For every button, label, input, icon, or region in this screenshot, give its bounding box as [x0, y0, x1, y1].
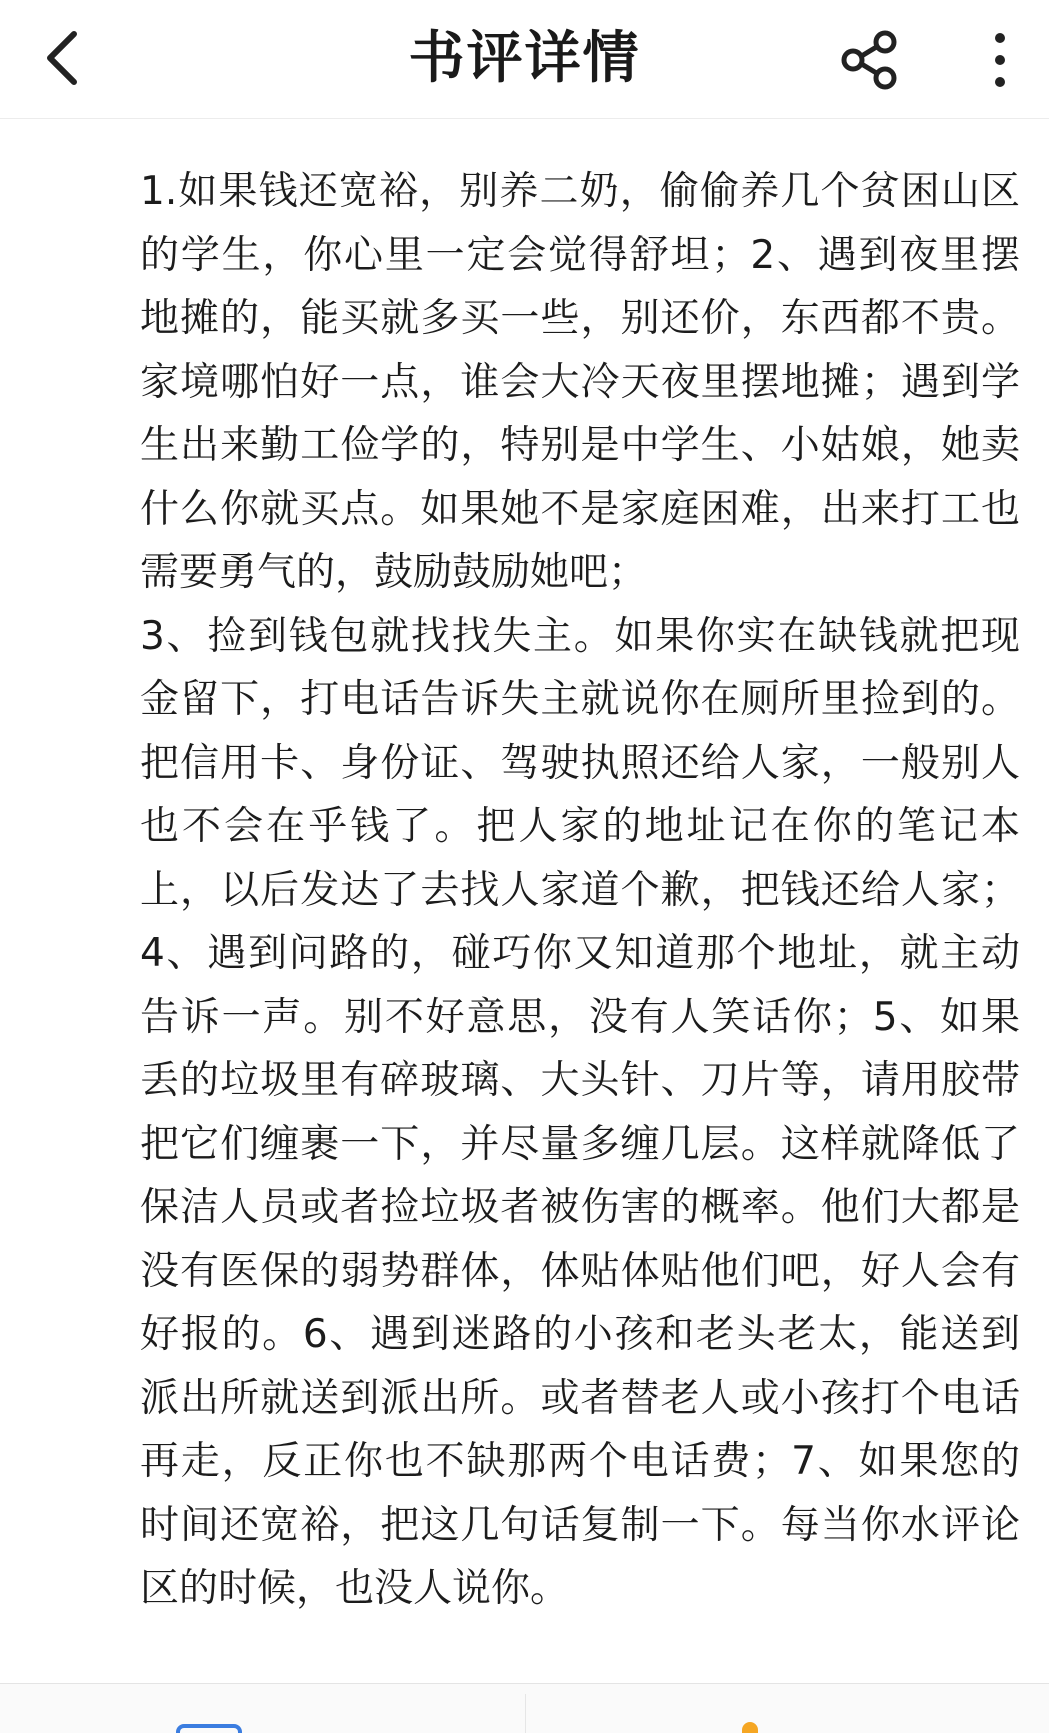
- share-button[interactable]: [828, 18, 912, 102]
- more-options-button[interactable]: [960, 18, 1040, 102]
- bottom-bar-divider: [525, 1694, 526, 1733]
- top-navigation-bar: [0, 0, 1049, 119]
- comment-icon[interactable]: [176, 1724, 242, 1733]
- more-vertical-icon: [990, 30, 1010, 90]
- like-icon[interactable]: [742, 1722, 758, 1733]
- page-title: 书评详情: [408, 25, 641, 91]
- share-icon: [839, 29, 901, 91]
- review-body-text: 1.如果钱还宽裕，别养二奶，偷偷养几个贫困山区的学生，你心里一定会觉得舒坦；2、遇到夜里摆地摊的，能买就多买一些，别还价，东西都不贵。家境哪怕好一点，谁会大冷天夜里摆地摊；遇到学生出来勤工俭学的，特别是中学生、小姑娘，她卖什么你就买点。如果她不是家庭困难，出来打工也需要勇气的，鼓励鼓励她吧； 3、捡到钱包就找找失主。如果你实在缺钱就把现金留下，打电话告诉失主就说你在厕所里捡到的。把信用卡、身份证、驾驶执照还给人家，一般别人也不会在乎钱了。把人家的地址记在你的笔记本上，以后发达了去找人家道个歉，把钱还给人家；4、遇到问路的，碰巧你又知道那个地址，就主动告诉一声。别不好意思，没有人笑话你；5、如果丢的垃圾里有碎玻璃、大头针、刀片等，请用胶带把它们缠裹一下，并尽量多缠几层。这样就降低了保洁人员或者捡垃圾者被伤害的概率。他们大都是没有医保的弱势群体，体贴体贴他们吧，好人会有好报的。6、遇到迷路的小孩和老头老太，能送到派出所就送到派出所。或者替老人或小孩打个电话再走，反正你也不缺那两个电话费；7、如果您的时间还宽裕，把这几句话复制一下。每当你水评论区的时候，也没人说你。: [140, 169, 1020, 1611]
- bottom-action-bar: [0, 1683, 1049, 1733]
